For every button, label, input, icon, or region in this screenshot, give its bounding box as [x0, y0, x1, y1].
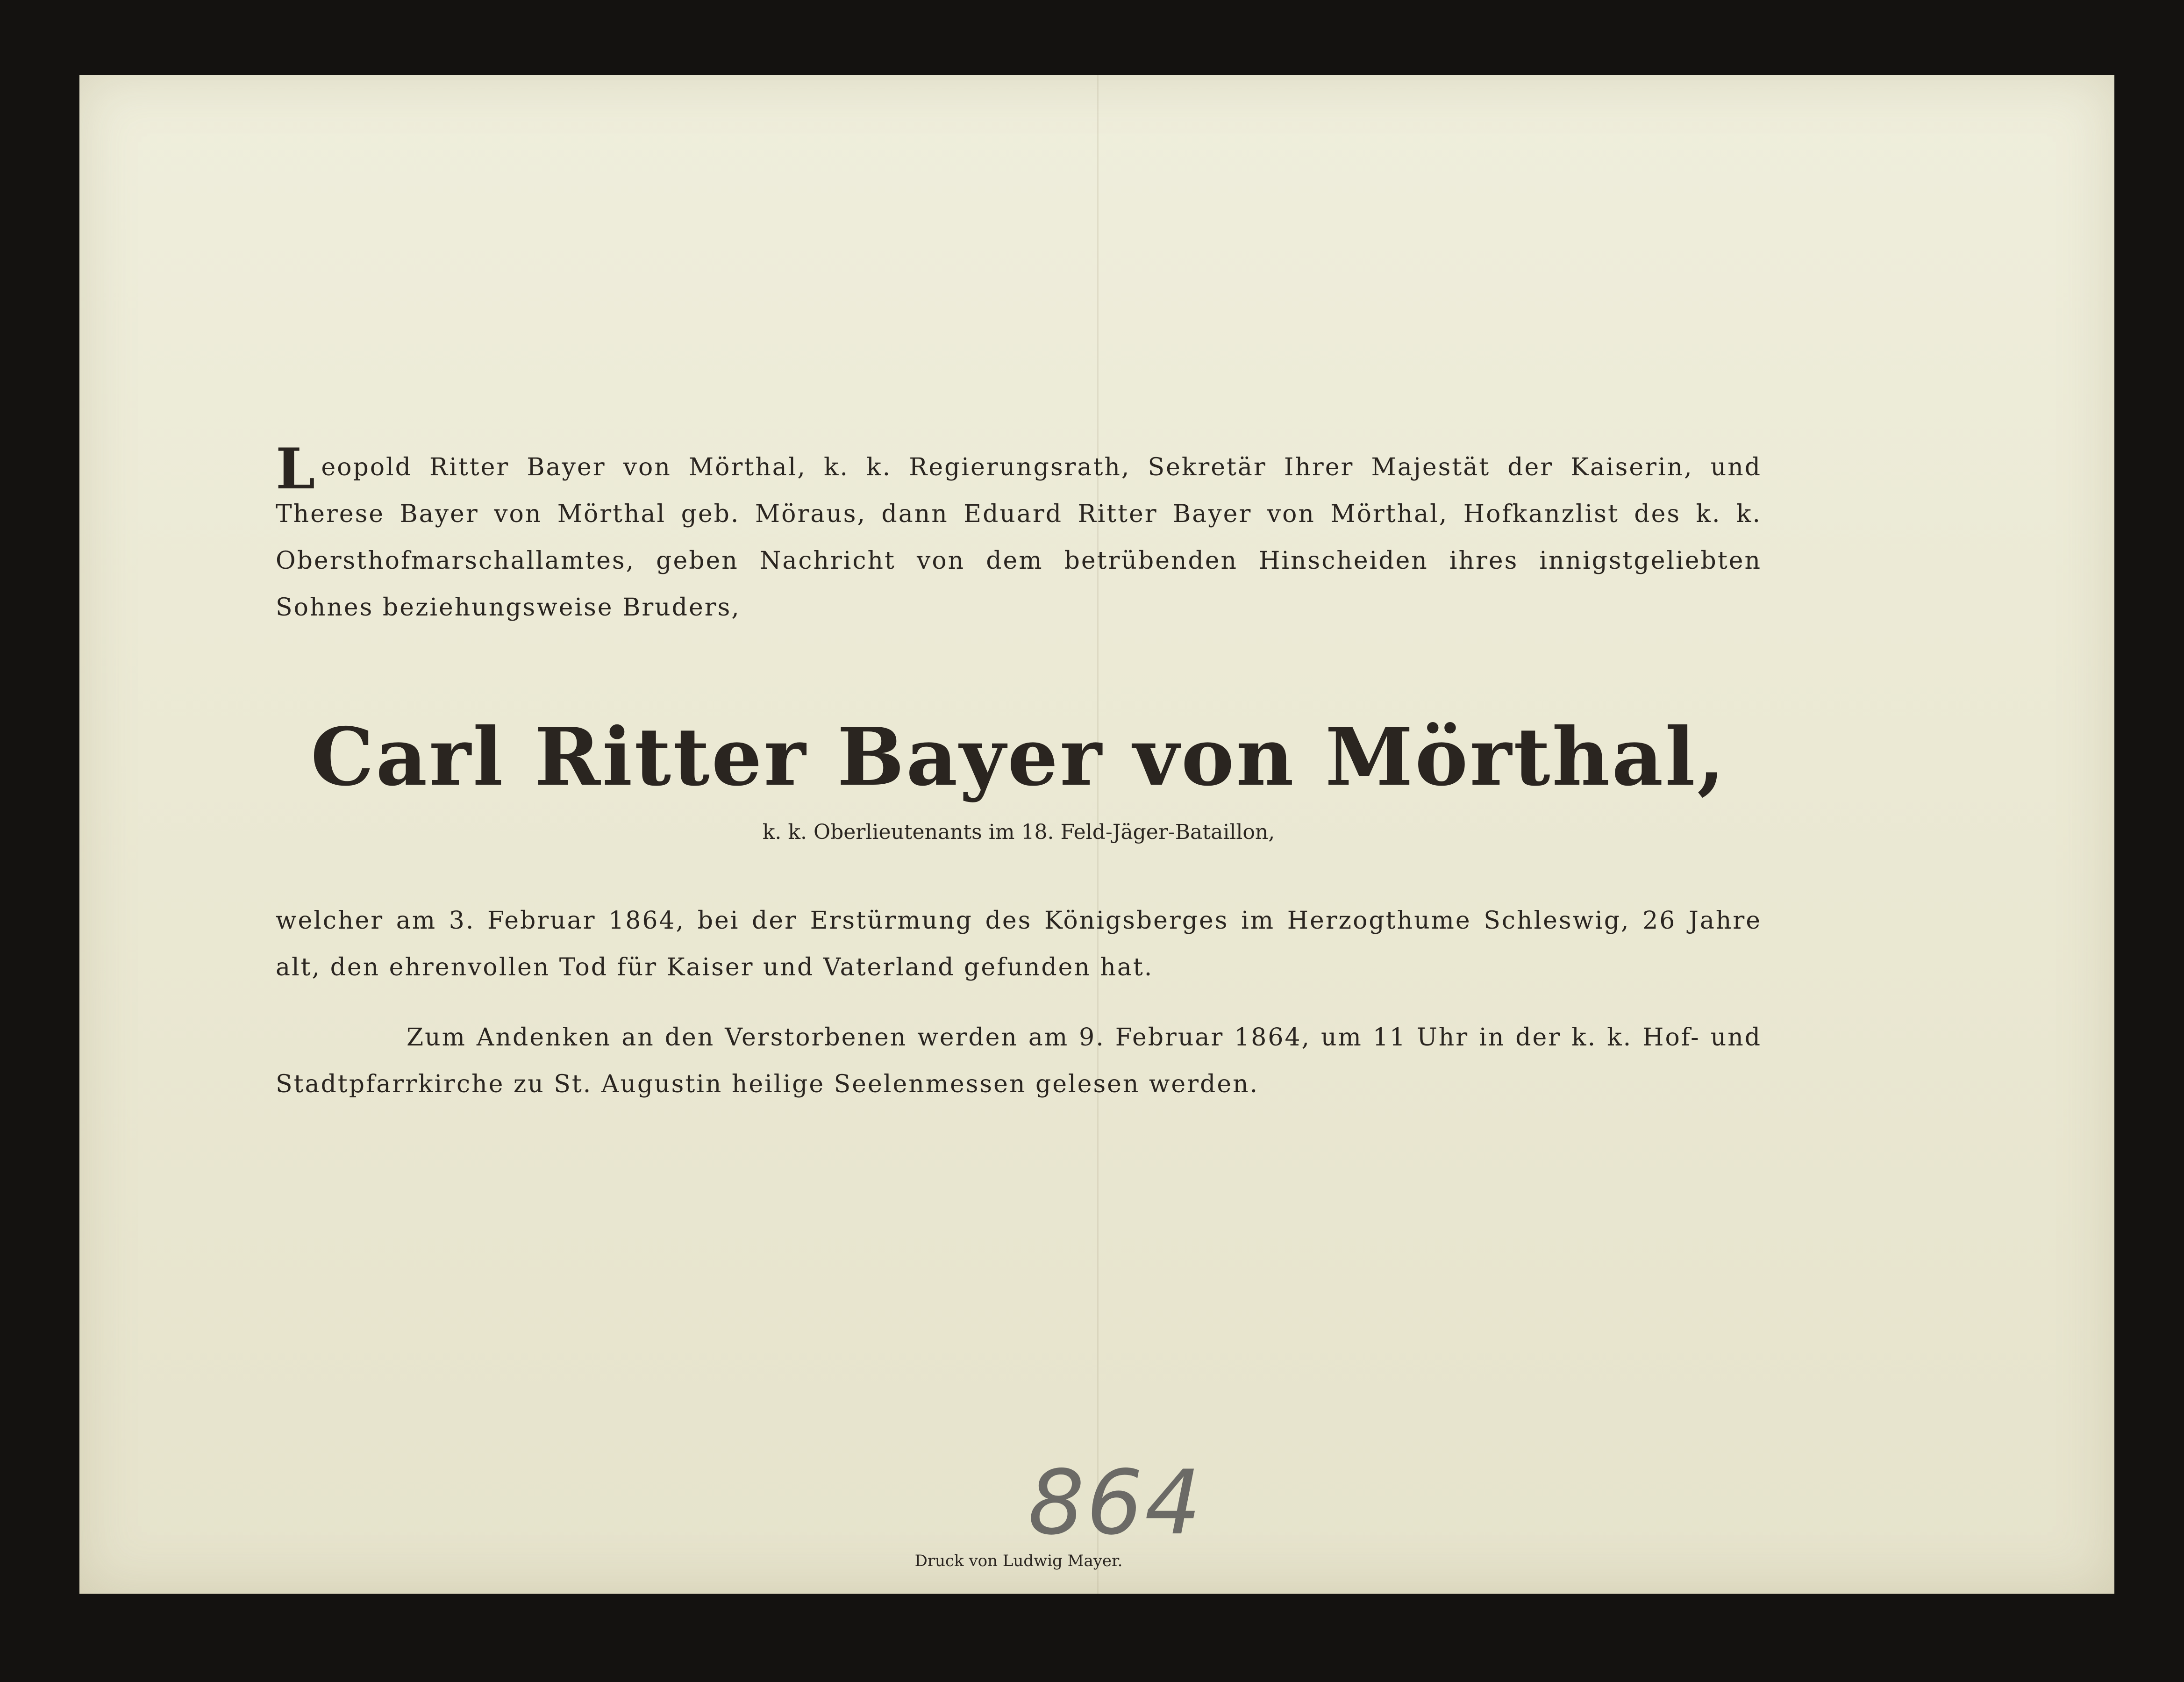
- deceased-rank: k. k. Oberlieutenants im 18. Feld-Jäger-Bataillon,: [762, 820, 1275, 844]
- printer-imprint: Druck von Ludwig Mayer.: [914, 1552, 1123, 1570]
- handwritten-archive-number: 864: [1028, 1451, 1203, 1554]
- memorial-text: Zum Andenken an den Verstorbenen werden am 9. Februar 1864, um 11 Uhr in der k. k. Hof- und Stadtpfarrkirche zu St. Augustin heilige Seelenmessen gelesen werden.: [276, 1024, 1762, 1098]
- memorial-paragraph: [276, 1014, 1762, 1108]
- deceased-name: Carl Ritter Bayer von Mörthal,: [310, 710, 1727, 804]
- death-text: welcher am 3. Februar 1864, bei der Erstürmung des Königsberges im Herzogthume Schleswig, 26 Jahre alt, den ehrenvollen Tod für Kaiser und Vaterland gefunden hat.: [276, 907, 1762, 981]
- decorative-initial: L: [276, 436, 317, 502]
- intro-paragraph: [276, 436, 1762, 631]
- intro-text: eopold Ritter Bayer von Mörthal, k. k. Regierungsrath, Sekretär Ihrer Majestät der Kaiserin, und Therese Bayer von Mörthal geb. Möraus, dann Eduard Ritter Bayer von Mörthal, Hofkanzlist des k. k. Obersthofmarschallamtes, geben Nachricht von dem betrübenden Hinscheiden ihres innigstgeliebten Sohnes beziehungsweise Bruders,: [276, 453, 1762, 622]
- death-paragraph: [276, 897, 1762, 991]
